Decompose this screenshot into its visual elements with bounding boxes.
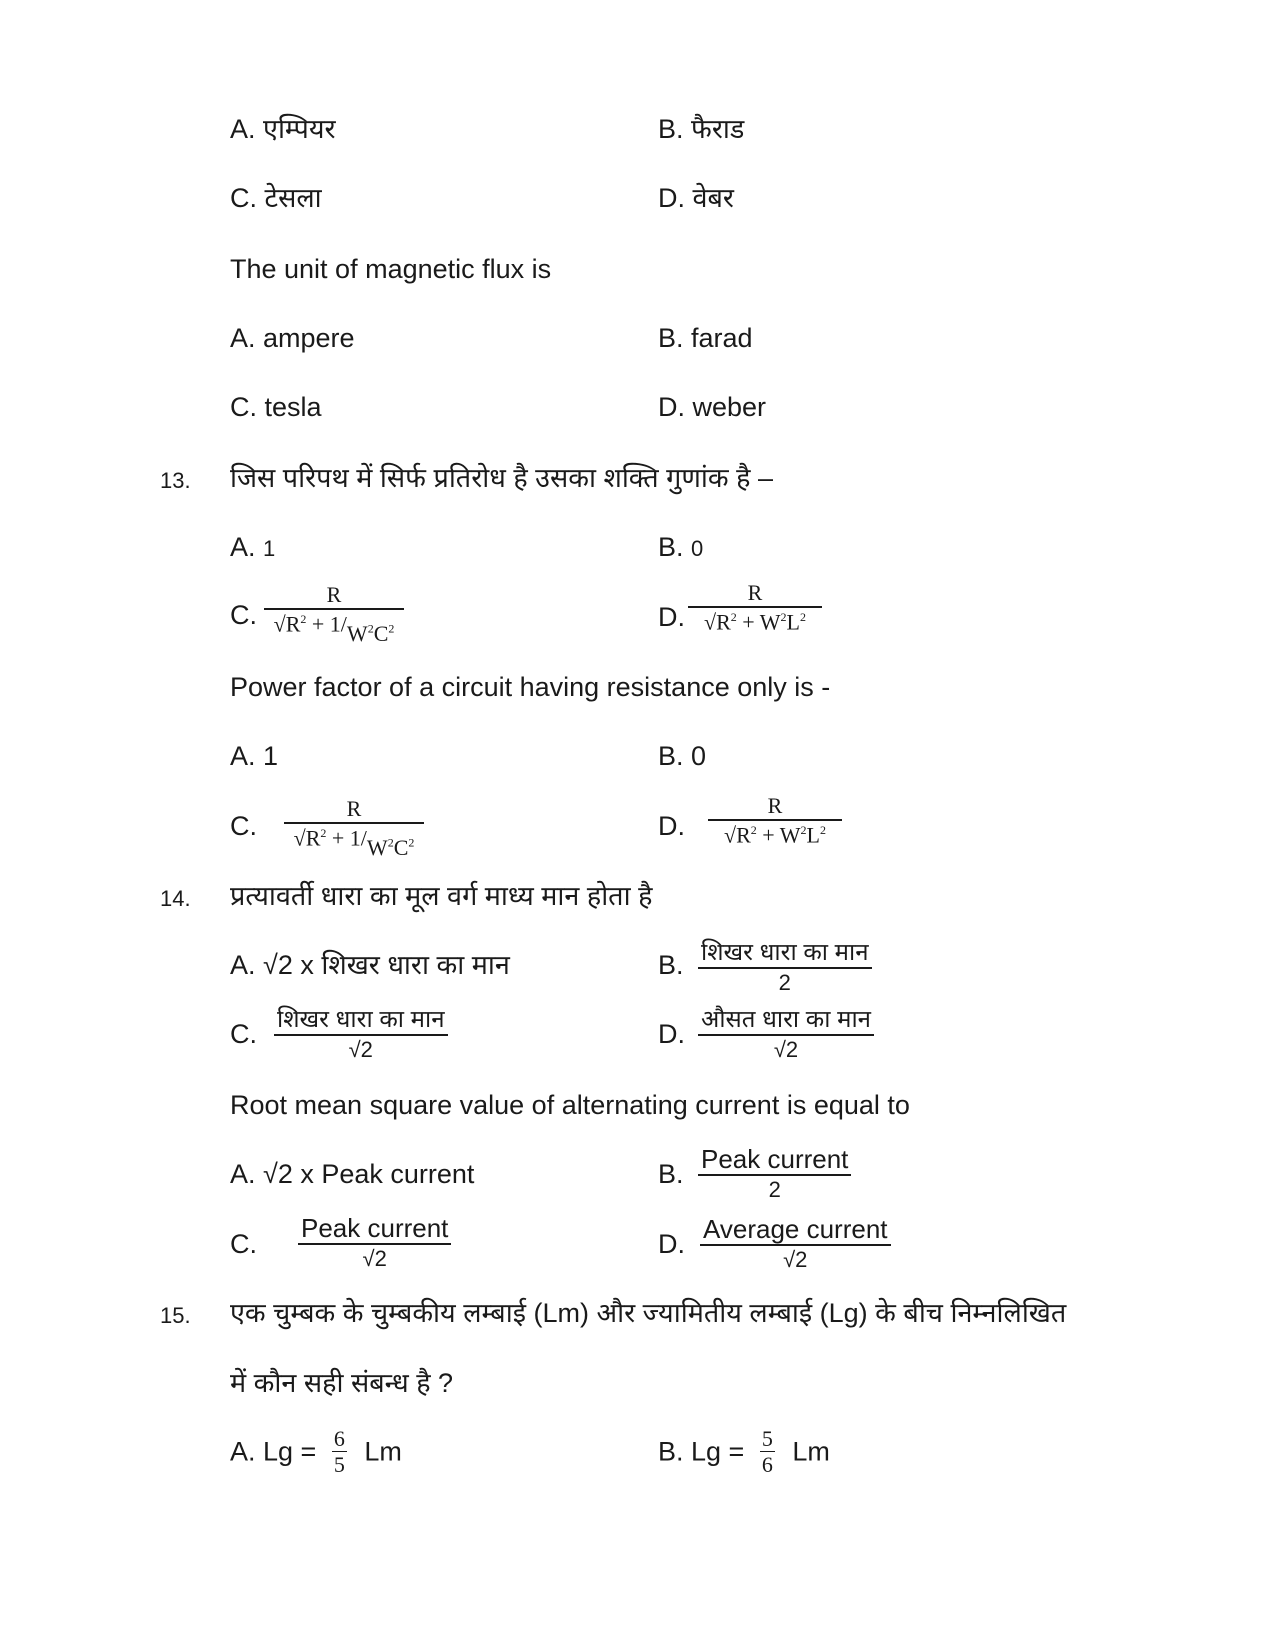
q13-en-option-c-formula: $\frac{R}{√R^2 + 1/W^2C^2}$ bbox=[284, 798, 424, 849]
q14-hi-option-c-fraction: शिखर धारा का मान √2 bbox=[274, 1008, 448, 1061]
q14-hi-option-b-fraction: शिखर धारा का मान 2 bbox=[698, 941, 872, 994]
q12-en-option-c: C. tesla bbox=[230, 392, 322, 422]
q14-en-option-a: A. √2 x Peak current bbox=[230, 1159, 475, 1189]
q12-hi-option-d: D. वेबर bbox=[658, 183, 734, 213]
q13-en-question: Power factor of a circuit having resistance only is - bbox=[230, 672, 831, 702]
q13-en-option-d-formula: $\frac{R}{√R^2 + W^2L^2}$ bbox=[708, 795, 842, 846]
q15-b-fraction: $\frac{5}{6}$ bbox=[761, 1426, 773, 1477]
q15-hi-question-line1: एक चुम्बक के चुम्बकीय लम्बाई (Lm) और ज्यामितीय लम्बाई (Lg) के बीच निम्नलिखित bbox=[230, 1298, 1067, 1328]
q12-hi-option-b: B. फैराड bbox=[658, 114, 745, 144]
q13-hi-question: जिस परिपथ में सिर्फ प्रतिरोध है उसका शक्ति गुणांक है – bbox=[230, 463, 773, 493]
q13-hi-option-b: B. 0 bbox=[658, 532, 704, 562]
q14-hi-option-d-fraction: औसत धारा का मान √2 bbox=[698, 1008, 874, 1061]
q12-en-question: The unit of magnetic flux is bbox=[230, 254, 552, 284]
q14-hi-option-a: A. √2 x शिखर धारा का मान bbox=[230, 950, 510, 980]
q13-hi-option-a: A. 1 bbox=[230, 532, 276, 562]
q13-en-option-b: B. 0 bbox=[658, 741, 707, 771]
q14-en-option-d-fraction: Average current √2 bbox=[700, 1216, 891, 1271]
q14-hi-option-b-label: B. bbox=[658, 950, 684, 980]
q13-hi-option-c-label: C. bbox=[230, 600, 257, 630]
q12-en-option-a: A. ampere bbox=[230, 323, 355, 353]
q14-en-question: Root mean square value of alternating current is equal to bbox=[230, 1090, 910, 1120]
q12-hi-option-a: A. एम्पियर bbox=[230, 114, 336, 144]
q14-en-option-c-fraction: Peak current √2 bbox=[298, 1215, 451, 1270]
q15-hi-question-line2: में कौन सही संबन्ध है ? bbox=[230, 1368, 454, 1398]
q15-a-fraction: $\frac{6}{5}$ bbox=[333, 1426, 345, 1477]
q13-hi-option-c-formula: $\frac{R}{√R^2 + 1/W^2C^2}$ bbox=[264, 584, 404, 635]
q12-hi-option-c: C. टेसला bbox=[230, 183, 322, 213]
q14-hi-option-c-label: C. bbox=[230, 1019, 257, 1049]
q15-hi-option-b: B. Lg = $\frac{5}{6}$ Lm bbox=[658, 1426, 830, 1477]
q14-en-option-c-label: C. bbox=[230, 1229, 257, 1259]
q14-hi-question: प्रत्यावर्ती धारा का मूल वर्ग माध्य मान होता है bbox=[230, 881, 653, 911]
q15-hi-option-a: A. Lg = $\frac{6}{5}$ Lm bbox=[230, 1426, 402, 1477]
q13-number: 13. bbox=[160, 468, 191, 493]
q13-en-option-a: A. 1 bbox=[230, 741, 279, 771]
q13-hi-option-d-formula: $\frac{R}{√R^2 + W^2L^2}$ bbox=[688, 582, 822, 633]
q13-en-option-c-label: C. bbox=[230, 811, 257, 841]
q14-en-option-b-fraction: Peak current 2 bbox=[698, 1146, 851, 1201]
q15-number: 15. bbox=[160, 1303, 191, 1328]
q14-hi-option-d-label: D. bbox=[658, 1019, 685, 1049]
q14-en-option-d-label: D. bbox=[658, 1229, 685, 1259]
q13-en-option-d-label: D. bbox=[658, 811, 685, 841]
q14-en-option-b-label: B. bbox=[658, 1159, 684, 1189]
q14-number: 14. bbox=[160, 886, 191, 911]
q12-en-option-b: B. farad bbox=[658, 323, 753, 353]
q13-hi-option-d-label: D. bbox=[658, 602, 685, 632]
q12-en-option-d: D. weber bbox=[658, 392, 767, 422]
